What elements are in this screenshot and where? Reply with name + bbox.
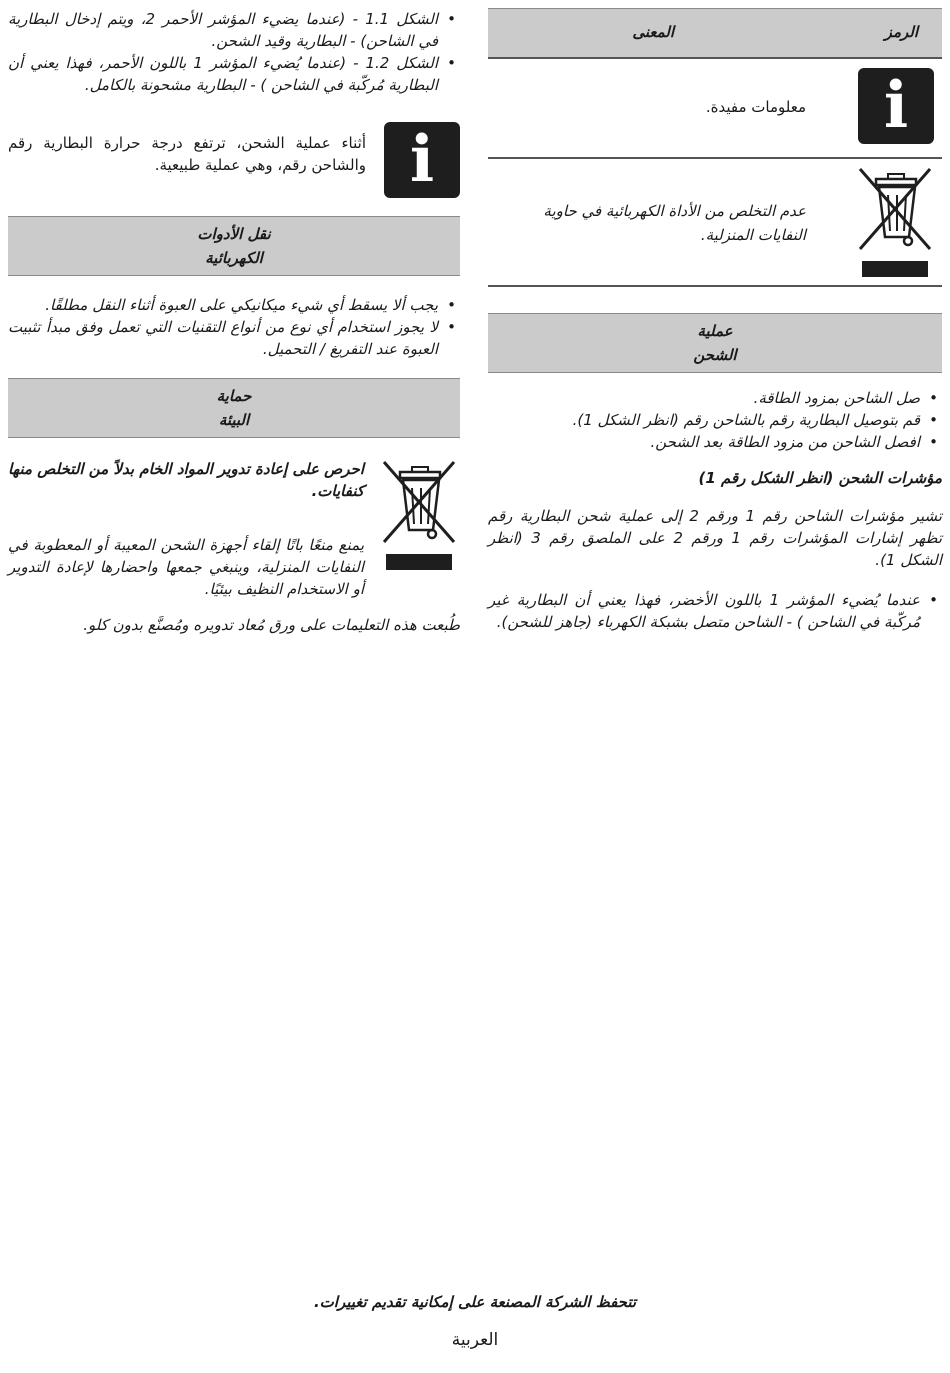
header-meaning: المعنى bbox=[632, 23, 674, 41]
transport-list bbox=[8, 294, 460, 360]
figure-list bbox=[8, 8, 460, 96]
info-icon: i bbox=[858, 68, 934, 144]
charging-header-line2: الشحن bbox=[693, 346, 737, 364]
list-item: • يجب ألا يسقط أي شيء ميكانيكي على العبوة أثناء النقل مطلقًا. bbox=[8, 294, 460, 316]
charging-header-line1: عملية bbox=[697, 322, 733, 340]
crossed-bin-icon bbox=[854, 165, 936, 277]
recycle-text: احرص على إعادة تدوير المواد الخام بدلاً من التخلص منها كنفايات. bbox=[8, 460, 364, 500]
list-item: • افصل الشاحن من مزود الطاقة بعد الشحن. bbox=[488, 431, 942, 453]
disposal-text: يمنع منعًا باتًا إلقاء أجهزة الشحن المعيبة أو المعطوبة في النفايات المنزلية، وينبغي جمعها واحضارها لإعادة التدوير أو الاستخدام النظيف بيئيًا. bbox=[8, 536, 364, 598]
footer-note: تتحفظ الشركة المصنعة على إمكانية تقديم تغييرات. bbox=[313, 1293, 637, 1311]
header-symbol: الرمز bbox=[884, 23, 918, 41]
transport-header-line2: الكهربائية bbox=[205, 249, 263, 267]
bin-bar bbox=[386, 554, 452, 570]
environment-header bbox=[8, 378, 460, 438]
info-note-text: أثناء عملية الشحن، ترتفع درجة حرارة البطارية رقم والشاحن رقم، وهي عملية طبيعية. bbox=[8, 134, 366, 174]
left-column bbox=[8, 8, 460, 636]
list-item: • الشكل 1.2 - (عندما يُضيء المؤشر 1 باللون الأحمر، فهذا يعني أن البطارية مُركّبة في الشاحن ) - البطارية مشحونة بالكامل. bbox=[8, 52, 460, 96]
symbol-row-info bbox=[488, 59, 942, 159]
environment-header-line2: البيئة bbox=[218, 411, 250, 429]
print-note: طُبعت هذه التعليمات على ورق مُعاد تدويره ومُصنَّع بدون كلو. bbox=[83, 616, 460, 634]
indicators-text: تشير مؤشرات الشاحن رقم 1 ورقم 2 إلى عملية شحن البطارية رقم تظهر إشارات المؤشرات رقم 1 ورقم 2 على الملصق رقم 3 (انظر الشكل 1). bbox=[488, 507, 942, 569]
meaning-info: معلومات مفيدة. bbox=[705, 98, 806, 116]
list-item: • قم بتوصيل البطارية رقم بالشاحن رقم (انظر الشكل 1). bbox=[488, 409, 942, 431]
symbol-row-bin bbox=[488, 159, 942, 287]
indicators-heading: مؤشرات الشحن (انظر الشكل رقم 1) bbox=[698, 469, 942, 487]
list-item: • الشكل 1.1 - (عندما يضيء المؤشر الأحمر 2، ويتم إدخال البطارية في الشاحن) - البطارية وقيد الشحن. bbox=[8, 8, 460, 52]
info-note bbox=[8, 122, 460, 210]
charging-steps bbox=[488, 387, 942, 453]
footer-language: العربية bbox=[451, 1330, 499, 1350]
environment-block bbox=[8, 458, 460, 618]
right-column bbox=[488, 8, 942, 633]
meaning-bin: عدم التخلص من الأداة الكهربائية في حاوية النفايات المنزلية. bbox=[543, 202, 806, 244]
transport-header bbox=[8, 216, 460, 276]
environment-header-line1: حماية bbox=[216, 387, 252, 405]
info-icon: i bbox=[384, 122, 460, 198]
symbol-table-header bbox=[488, 8, 942, 59]
bin-bar bbox=[862, 261, 928, 277]
list-item: • لا يجوز استخدام أي نوع من أنواع التقنيات التي تعمل وفق مبدأ تثبيت العبوة عند التفريغ / التحميل. bbox=[8, 316, 460, 360]
transport-header-line1: نقل الأدوات bbox=[197, 225, 271, 243]
list-item: • صل الشاحن بمزود الطاقة. bbox=[488, 387, 942, 409]
list-item: • عندما يُضيء المؤشر 1 باللون الأخضر، فهذا يعني أن البطارية غير مُركّبة في الشاحن ) - الشاحن متصل بشبكة الكهرباء (جاهز للشحن). bbox=[488, 589, 942, 633]
charging-header bbox=[488, 313, 942, 373]
crossed-bin-icon bbox=[378, 458, 460, 570]
green-indicator-list bbox=[488, 589, 942, 633]
